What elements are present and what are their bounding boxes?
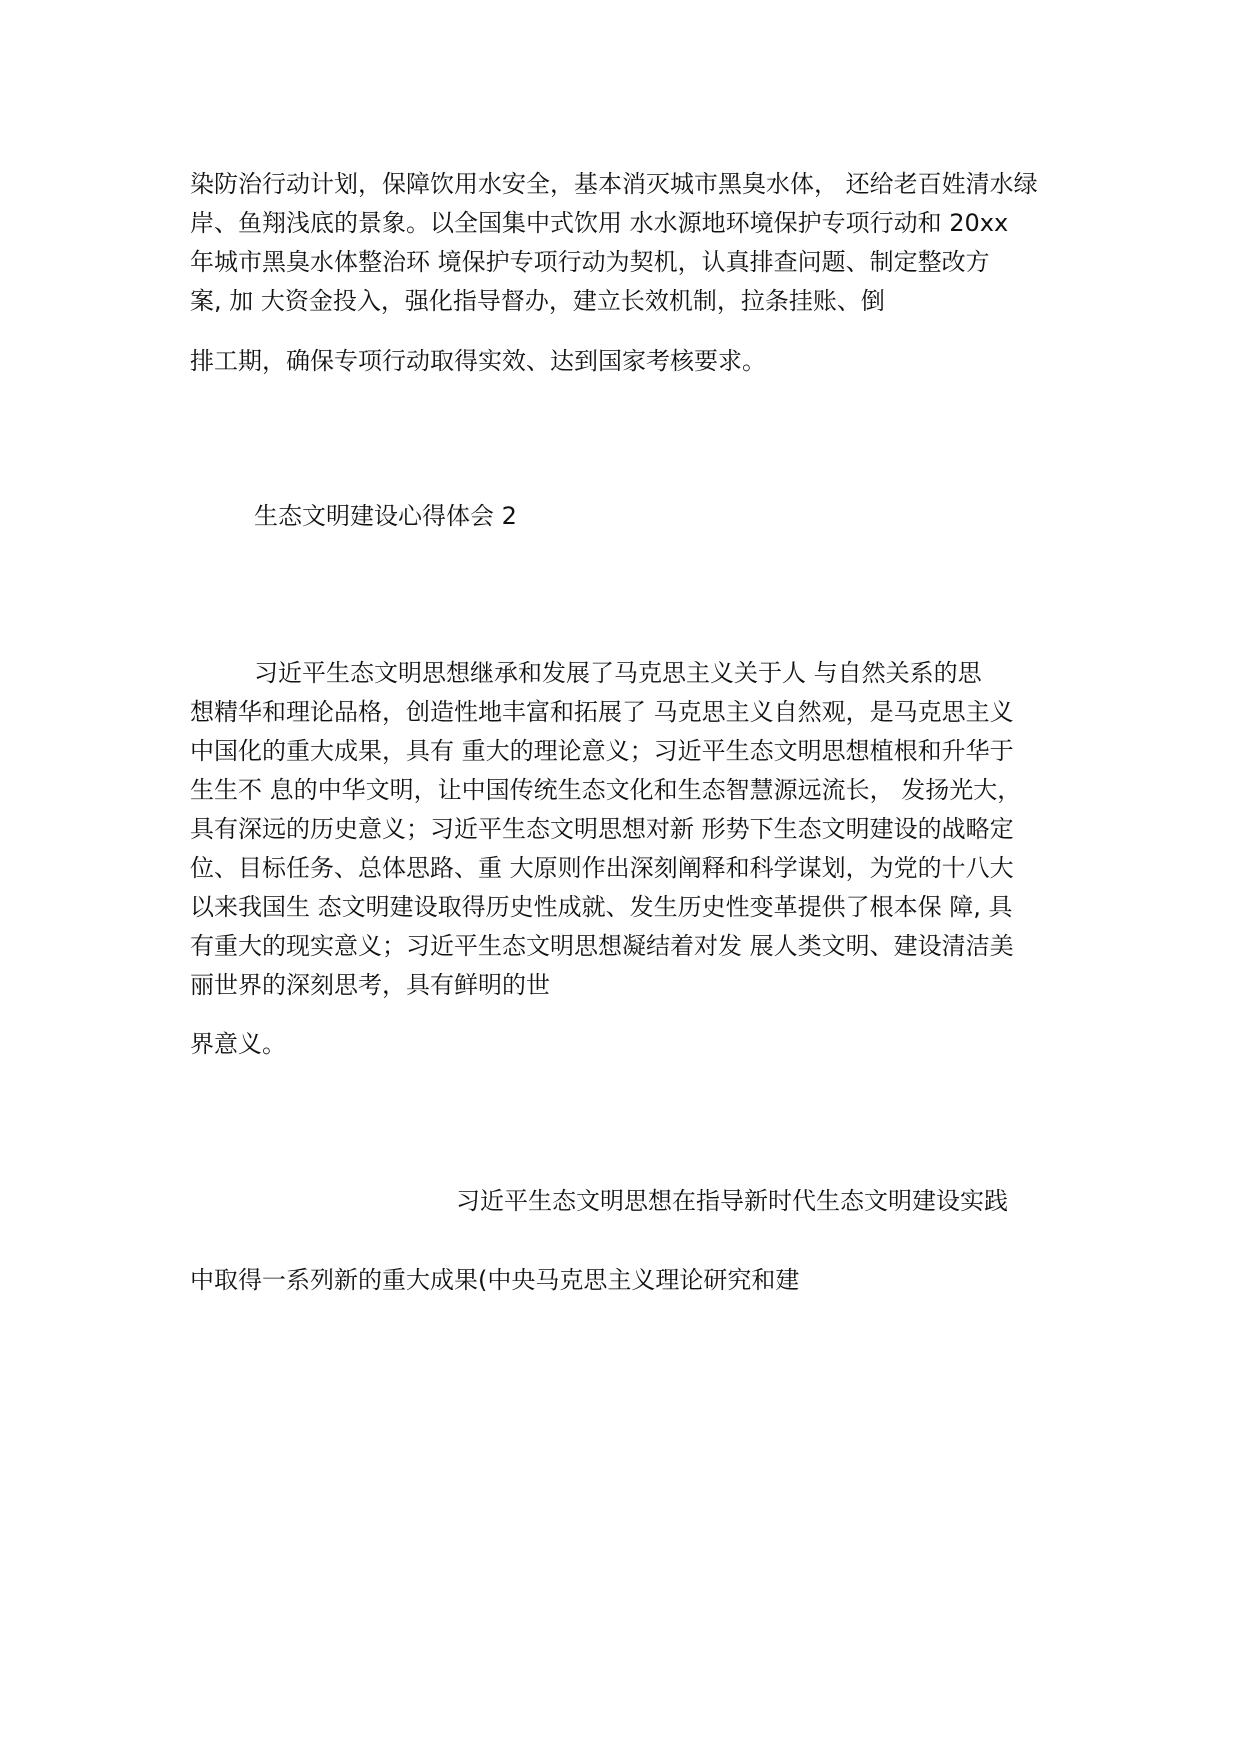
paragraph-2-line-3: 中国化的重大成果，具有 重大的理论意义；习近平生态文明思想植根和升华于 xyxy=(190,737,1014,765)
paragraph-2-line-10: 界意义。 xyxy=(190,1030,286,1058)
paragraph-1-line-2: 岸、鱼翔浅底的景象。以全国集中式饮用 水水源地环境保护专项行动和 20xx xyxy=(190,209,1009,237)
paragraph-1-line-5: 排工期，确保专项行动取得实效、达到国家考核要求。 xyxy=(190,347,766,375)
paragraph-2-line-1: 习近平生态文明思想继承和发展了马克思主义关于人 与自然关系的思 xyxy=(254,659,982,687)
paragraph-1-line-4: 案, 加 大资金投入，强化指导督办，建立长效机制，拉条挂账、倒 xyxy=(190,287,885,315)
paragraph-1-line-3: 年城市黑臭水体整治环 境保护专项行动为契机，认真排查问题、制定整改方 xyxy=(190,248,990,276)
paragraph-2-line-9: 丽世界的深刻思考，具有鲜明的世 xyxy=(190,971,550,999)
paragraph-2-line-5: 具有深远的历史意义；习近平生态文明思想对新 形势下生态文明建设的战略定 xyxy=(190,815,1014,843)
paragraph-2-line-2: 想精华和理论品格，创造性地丰富和拓展了 马克思主义自然观，是马克思主义 xyxy=(190,698,1014,726)
section-title: 生态文明建设心得体会 2 xyxy=(254,502,517,530)
paragraph-2-line-7: 以来我国生 态文明建设取得历史性成就、发生历史性变革提供了根本保 障, 具 xyxy=(190,893,1013,921)
closing-line: 中取得一系列新的重大成果(中央马克思主义理论研究和建 xyxy=(190,1266,800,1294)
paragraph-1-line-1: 染防治行动计划，保障饮用水安全，基本消灭城市黑臭水体， 还给老百姓清水绿 xyxy=(190,170,1038,198)
chapter-heading: 习近平生态文明思想在指导新时代生态文明建设实践 xyxy=(456,1187,1008,1215)
paragraph-2-line-6: 位、目标任务、总体思路、重 大原则作出深刻阐释和科学谋划，为党的十八大 xyxy=(190,854,1014,882)
paragraph-2-line-4: 生生不 息的中华文明，让中国传统生态文化和生态智慧源远流长， 发扬光大， xyxy=(190,776,1022,804)
paragraph-2-line-8: 有重大的现实意义；习近平生态文明思想凝结着对发 展人类文明、建设清洁美 xyxy=(190,932,1014,960)
